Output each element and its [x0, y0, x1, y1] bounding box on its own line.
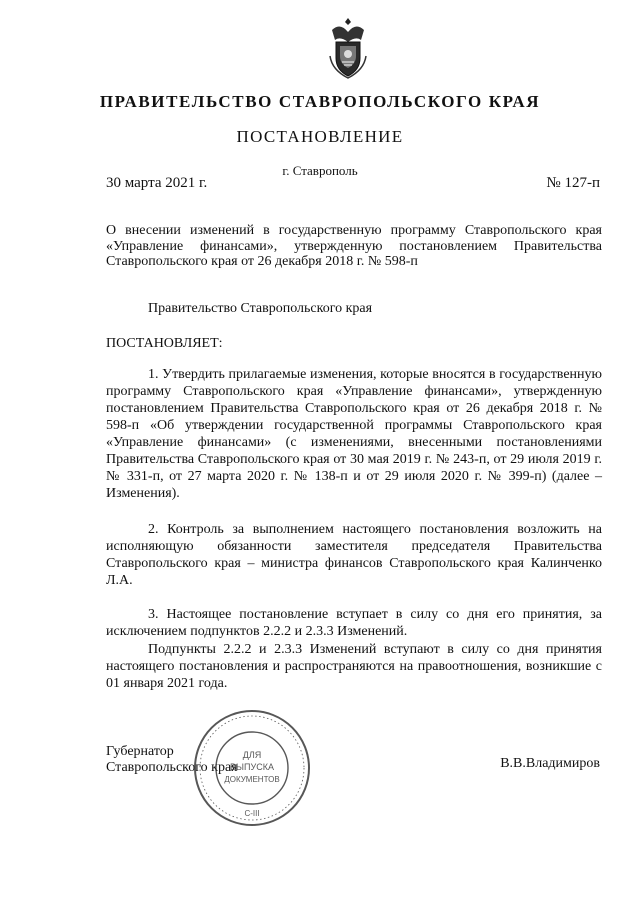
- stamp-center-line-1: ДЛЯ: [242, 750, 262, 760]
- document-city: г. Ставрополь: [282, 163, 358, 178]
- stamp-center-line-2: ВЫПУСКА: [230, 762, 274, 772]
- paragraph-3: 3. Настоящее постановление вступает в силу со дня его принятия, за исключением подпунктов 2.2.2 и 2.3.3 Изменений.: [106, 607, 602, 639]
- resolves-heading: ПОСТАНОВЛЯЕТ:: [106, 336, 223, 351]
- paragraph-1: 1. Утвердить прилагаемые изменения, которые вносятся в государственную программу Ставропольского края «Управление финансами», утвержденную постановлением Правительства Ставропольского края от 26 декабря 2018 г. № 598-п «Об утверждении государственной программы Ставропольского края «Управление финансами» (с изменениями, внесенными постановлениями Правительства Ставропольского края от 30 мая 2019 г. № 243-п, от 29 июля 2019 г. № 331-п, от 27 марта 2020 г. № 138-п и от 29 июля 2020 г. № 399-п) (далее – Изменения).: [106, 367, 602, 501]
- official-stamp-icon: [192, 708, 312, 828]
- paragraph-4: Подпункты 2.2.2 и 2.3.3 Изменений вступают в силу со дня принятия настоящего постановления и распространяются на правоотношения, возникшие с 01 января 2021 года.: [106, 642, 602, 691]
- document-number: № 127-п: [546, 175, 600, 191]
- government-title: ПРАВИТЕЛЬСТВО СТАВРОПОЛЬСКОГО КРАЯ: [99, 92, 541, 111]
- preamble: Правительство Ставропольского края: [148, 301, 373, 316]
- coat-of-arms-icon: [328, 16, 368, 80]
- document-type: ПОСТАНОВЛЕНИЕ: [236, 127, 404, 146]
- paragraph-2: 2. Контроль за выполнением настоящего постановления возложить на исполняющую обязанности заместителя председателя Правительства Ставропольского края – министра финансов Ставропольского края Калинченко Л.А.: [106, 522, 602, 588]
- document-subject: О внесении изменений в государственную программу Ставропольского края «Управление финансами», утвержденную постановлением Правительства Ставропольского края от 26 декабря 2018 г. № 598-п: [106, 223, 602, 269]
- signatory-title-line-1: Губернатор: [106, 744, 174, 759]
- stamp-center-line-3: ДОКУМЕНТОВ: [224, 775, 280, 784]
- document-date: 30 марта 2021 г.: [106, 175, 208, 191]
- signatory-title-line-2: Ставропольского края: [106, 759, 238, 775]
- stamp-bottom-mark: С-III: [244, 809, 260, 818]
- signatory-name: В.В.Владимиров: [500, 756, 600, 771]
